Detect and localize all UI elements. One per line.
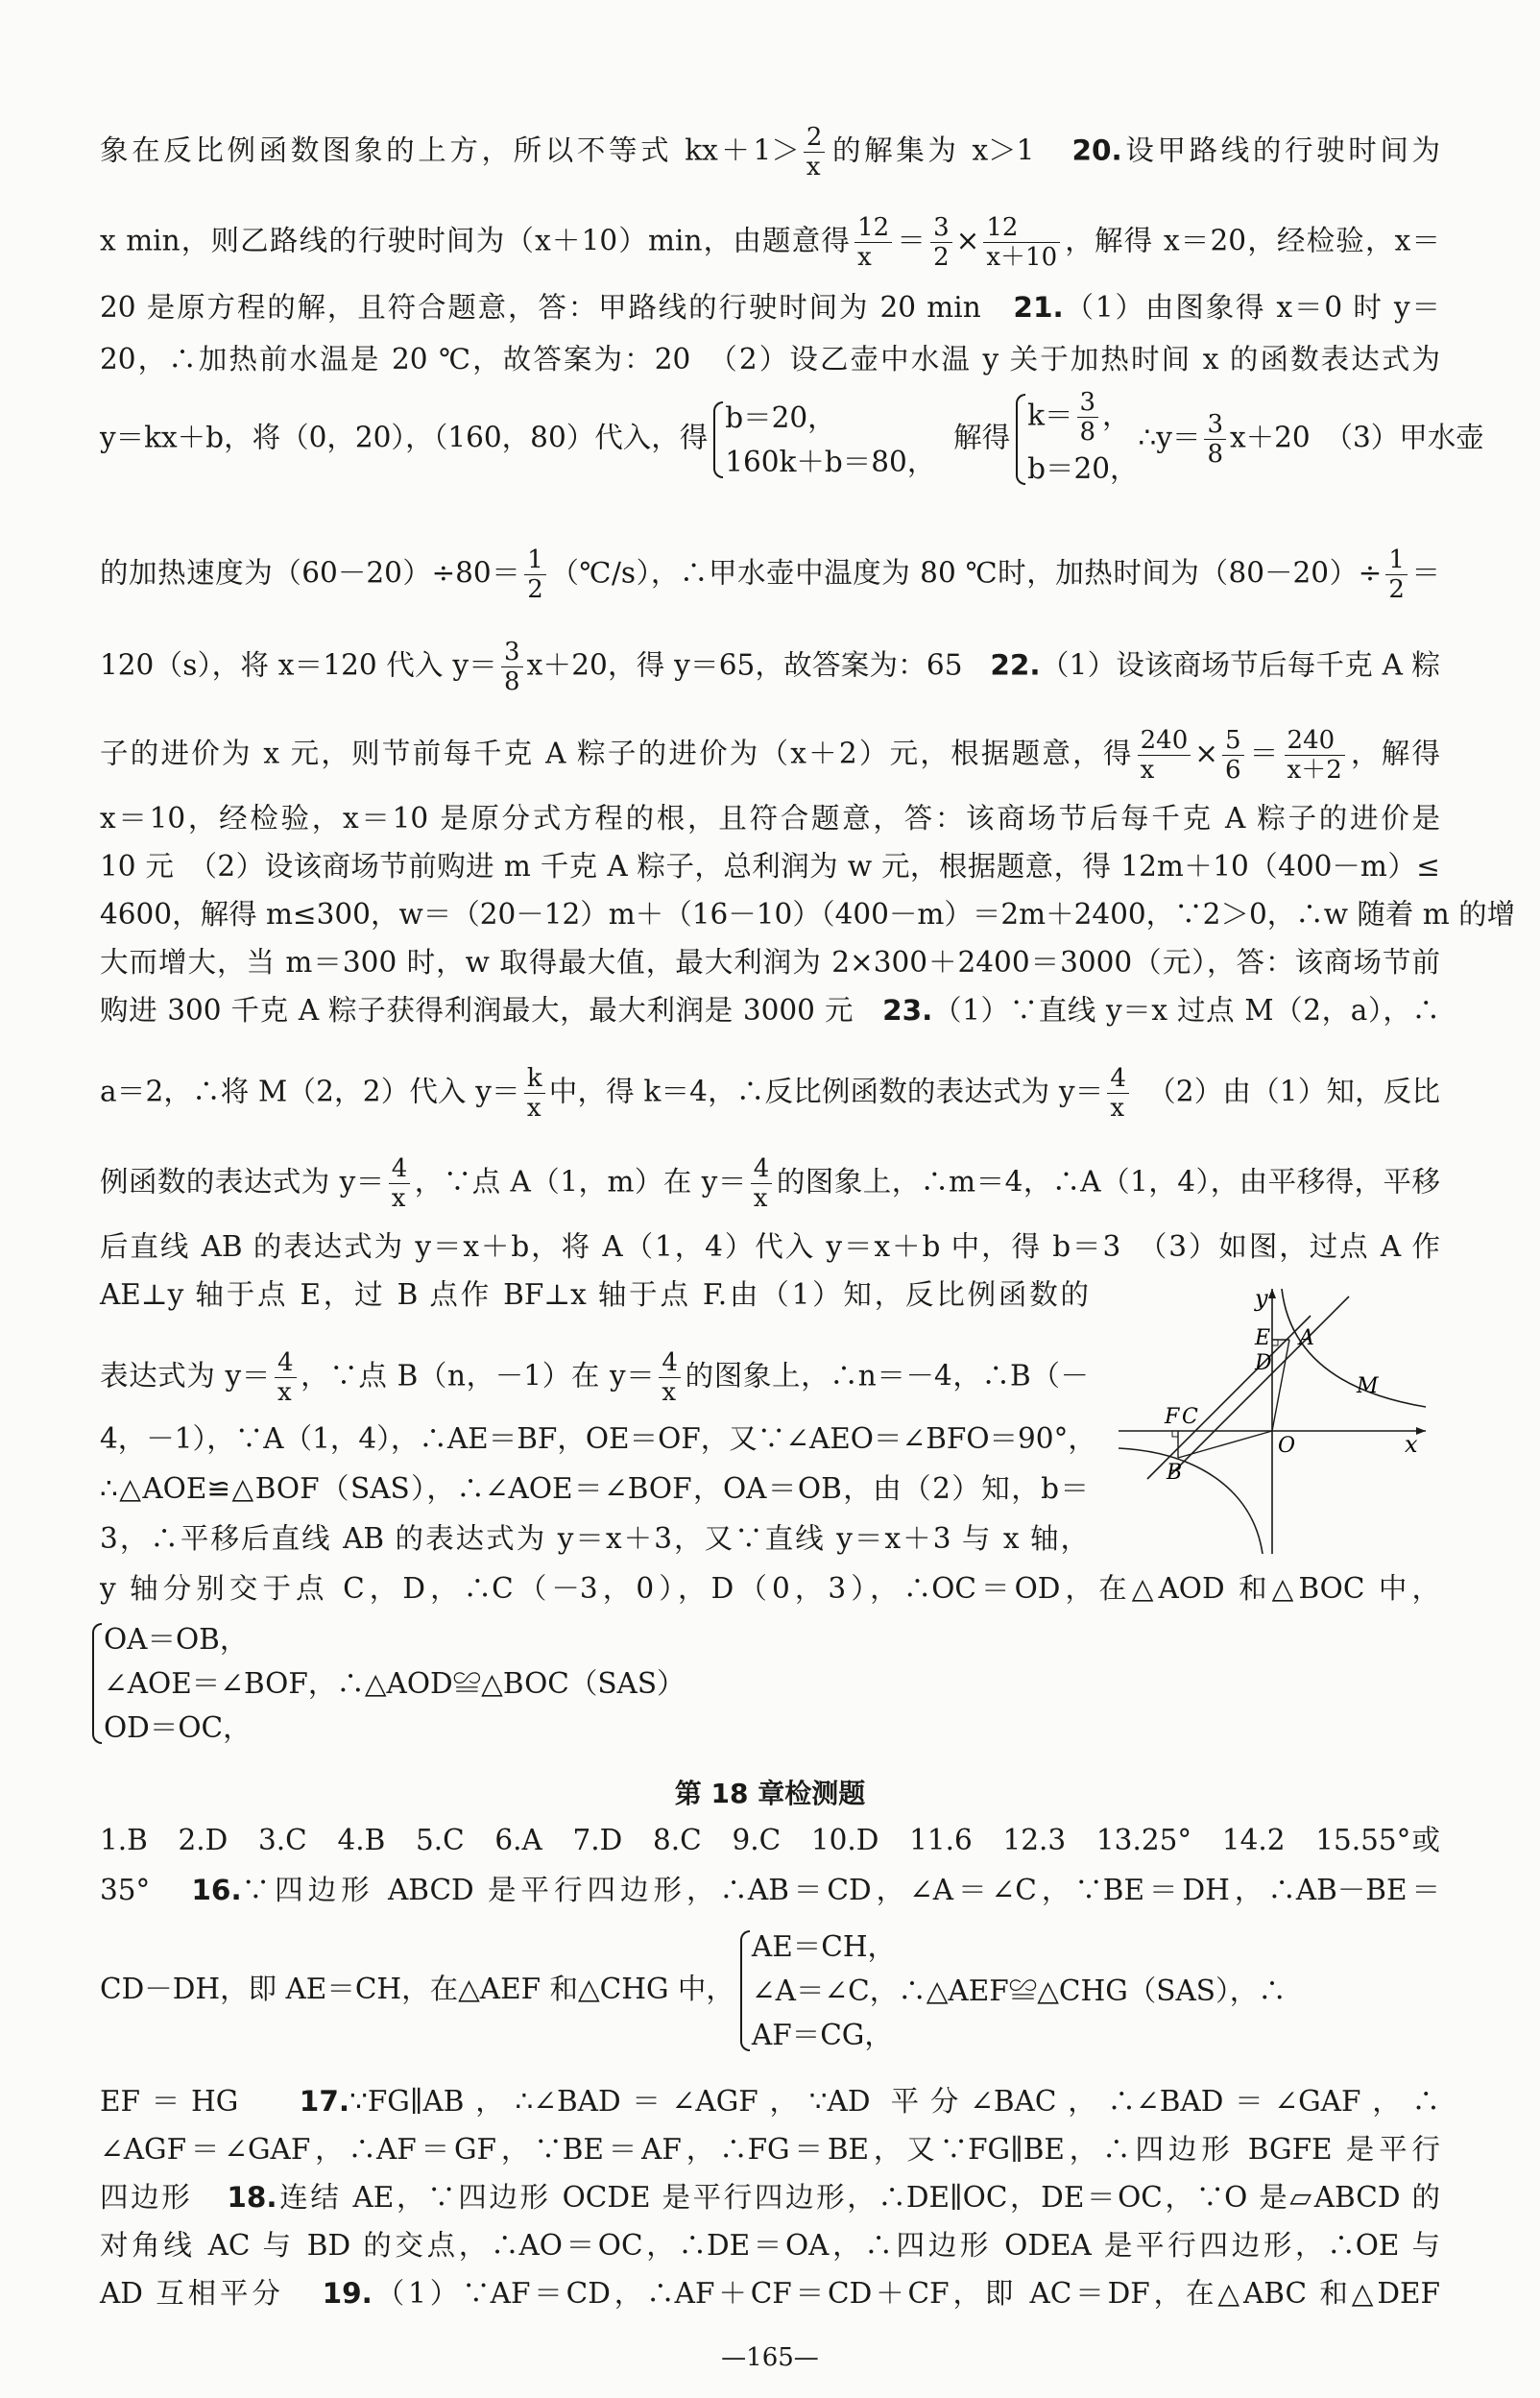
question-number: 18. [227, 2181, 277, 2214]
text-line-14: a＝2，∴将 M（2，2）代入 y＝ $\frac{k}{x}$ 中，得 k＝4，∴反比例函数的表达式为 y＝ $\frac{4}{x}$ （2）由（1）知，反比 [100, 1064, 1440, 1123]
text-line-18: 表达式为 y＝ $\frac{4}{x}$ ，∵点 B（n，－1）在 y＝ $\frac{4}{x}$ 的图象上，∴n＝－4，∴B（－ [100, 1348, 1089, 1407]
fraction: $\frac{5}{6}$ [1222, 726, 1244, 785]
label-m: M [1357, 1374, 1379, 1398]
text-line-10: 10 元 （2）设该商场节前购进 m 千克 A 粽子，总利润为 w 元，根据题意，得 12m＋10（400－m）≤ [100, 850, 1440, 883]
fraction: $\frac{4}{x}$ [659, 1348, 681, 1407]
y-axis-arrow [1268, 1289, 1276, 1298]
label-e: E [1255, 1326, 1271, 1350]
label-b: B [1167, 1461, 1183, 1485]
label-x: x [1405, 1431, 1418, 1458]
fraction: $\frac{2}{x}$ [804, 123, 826, 182]
question-number: 16. [191, 1874, 242, 1906]
equation-system: k＝ $\frac{3}{8}$ ， b＝20， [1010, 388, 1138, 491]
hyperbola-branch-2 [1119, 1448, 1263, 1554]
fraction: $\frac{12}{x+10}$ [983, 213, 1060, 272]
fraction: $\frac{3}{8}$ [1204, 410, 1226, 469]
equation-system: AE＝CH， ∠A＝∠C，∴△AEF≌△CHG（SAS），∴ AF＝CG， [734, 1925, 1287, 2057]
text-line-15: 例函数的表达式为 y＝ $\frac{4}{x}$ ，∵点 A（1，m）在 y＝ $\frac{4}{x}$ 的图象上，∴m＝4，∴A（1，4），由平移得，平移 [100, 1154, 1440, 1213]
fraction: $\frac{3}{8}$ [1077, 388, 1099, 447]
fraction: $\frac{k}{x}$ [524, 1064, 545, 1123]
answer-line-3: CD－DH，即 AE＝CH，在△AEF 和△CHG 中， AE＝CH， ∠A＝∠C，∴△AEF≌△CHG（SAS），∴ AF＝CG， [100, 1925, 1440, 2057]
fraction: $\frac{3}{8}$ [501, 638, 523, 696]
fraction: $\frac{4}{x}$ [1107, 1064, 1129, 1123]
text-line-22: y 轴分别交于点 C，D，∴C（－3，0），D（0，3），∴OC＝OD，在△AOD 和△BOC 中， [100, 1572, 1440, 1605]
question-number: 21. [1013, 291, 1064, 324]
text-line-20: ∴△AOE≌△BOF（SAS），∴∠AOE＝∠BOF，OA＝OB，由（2）知，b＝ [100, 1472, 1089, 1505]
label-y: y [1255, 1287, 1268, 1312]
fraction: $\frac{3}{2}$ [930, 213, 952, 272]
answer-line-1: 1.B 2.D 3.C 4.B 5.C 6.A 7.D 8.C 9.C 10.D 11.6 12.3 13.25° 14.2 15.55°或 [100, 1824, 1440, 1856]
text-line-8: 子的进价为 x 元，则节前每千克 A 粽子的进价为（x＋2）元，根据题意，得 $\frac{240}{x}$ × $\frac{5}{6}$ ＝ $\frac{240}{x+2}$ ，解得 [100, 726, 1440, 785]
fraction: $\frac{4}{x}$ [751, 1154, 773, 1213]
answer-line-5: ∠AGF＝∠GAF，∴AF＝GF，∵BE＝AF，∴FG＝BE，又∵FG∥BE，∴四边形 BGFE 是平行 [100, 2133, 1440, 2166]
text-line-7: 120（s），将 x＝120 代入 y＝ $\frac{3}{8}$ x＋20，得 y＝65，故答案为：65 22.（1）设该商场节后每千克 A 粽 [100, 638, 1441, 696]
section-title: 第 18 章检测题 [674, 1778, 866, 1809]
right-angle-mark [1172, 1431, 1178, 1437]
equation-system: b＝20， 160k＋b＝80， [708, 396, 935, 484]
question-number: 20. [1071, 133, 1122, 167]
fraction: $\frac{4}{x}$ [389, 1154, 411, 1213]
question-number: 19. [322, 2277, 373, 2310]
question-number: 23. [882, 994, 933, 1027]
text-line-2: x min，则乙路线的行驶时间为（x＋10）min，由题意得 $\frac{12}{x}$ ＝ $\frac{3}{2}$ × $\frac{12}{x+10}$ ，解得 x＝20，经检验，x＝ [100, 213, 1440, 272]
coordinate-figure [1119, 1287, 1435, 1556]
text-line-4: 20，∴加热前水温是 20 ℃，故答案为：20 （2）设乙壶中水温 y 关于加热时间 x 的函数表达式为 [100, 343, 1440, 375]
text-line-19: 4，－1），∵A（1，4），∴AE＝BF，OE＝OF，又∵∠AEO＝∠BFO＝90°， [100, 1422, 1096, 1455]
text-line-21: 3，∴平移后直线 AB 的表达式为 y＝x＋3，又∵直线 y＝x＋3 与 x 轴， [100, 1522, 1089, 1555]
page-number: —165— [721, 2343, 819, 2372]
fraction: $\frac{1}{2}$ [524, 545, 546, 604]
text-line-9: x＝10，经检验，x＝10 是原分式方程的根，且符合题意，答：该商场节后每千克 A 粽子的进价是 [100, 802, 1440, 835]
text-line-16: 后直线 AB 的表达式为 y＝x＋b，将 A（1，4）代入 y＝x＋b 中，得 b＝3 （3）如图，过点 A 作 [100, 1230, 1440, 1263]
text-line-23 [100, 1617, 1440, 1750]
right-angle-mark [1272, 1340, 1278, 1345]
text-line-6: 的加热速度为（60－20）÷80＝ $\frac{1}{2}$ （℃/s），∴甲水壶中温度为 80 ℃时，加热时间为（80－20）÷ $\frac{1}{2}$ ＝ [100, 545, 1440, 604]
text-line-13: 购进 300 千克 A 粽子获得利润最大，最大利润是 3000 元 23.（1）∵直线 y＝x 过点 M（2，a），∴ [100, 994, 1440, 1027]
fraction: $\frac{12}{x}$ [854, 213, 892, 272]
text-line-11: 4600，解得 m≤300，w＝（20－12）m＋（16－10）（400－m）＝2m＋2400，∵2＞0，∴w 随着 m 的增 [100, 898, 1516, 931]
text-line-1: 象在反比例函数图象的上方，所以不等式 kx＋1＞ $\frac{2}{x}$ 的解集为 x＞1 20.设甲路线的行驶时间为 [100, 123, 1440, 182]
answer-line-7: 对角线 AC 与 BD 的交点，∴AO＝OC，∴DE＝OA，∴四边形 ODEA 是平行四边形，∴OE 与 [100, 2229, 1440, 2262]
fraction: $\frac{4}{x}$ [275, 1348, 297, 1407]
label-c: C [1182, 1405, 1198, 1429]
equation-system: OA＝OB， ∠AOE＝∠BOF，∴△AOD≌△BOC（SAS） OD＝OC， [86, 1617, 686, 1750]
text-line-3: 20 是原方程的解，且符合题意，答：甲路线的行驶时间为 20 min 21.（1）由图象得 x＝0 时 y＝ [100, 291, 1440, 324]
text-line-5: y＝kx＋b，将（0，20），（160，80）代入，得 b＝20， 160k＋b＝80， 解得 k＝ $\frac{3}{8}$ ， b＝20， ∴y＝ $\frac{3}{8}$ x＋20 （3）甲水壶 [100, 388, 1440, 491]
line-y-equals-x [1171, 1296, 1349, 1474]
segment-oa [1272, 1340, 1289, 1431]
text-line-17: AE⊥y 轴于点 E，过 B 点作 BF⊥x 轴于点 F.由（1）知，反比例函数的 [100, 1278, 1089, 1311]
fraction: $\frac{240}{x+2}$ [1285, 726, 1345, 785]
answer-line-6: 四边形 18.连结 AE，∵四边形 OCDE 是平行四边形，∴DE∥OC，DE＝OC，∵O 是▱ABCD 的 [100, 2181, 1440, 2214]
answer-line-2: 35° 16.∵四边形 ABCD 是平行四边形，∴AB＝CD，∠A＝∠C，∵BE＝DH，∴AB－BE＝ [100, 1874, 1441, 1906]
label-o: O [1278, 1434, 1296, 1458]
answer-line-8: AD 互相平分 19.（1）∵AF＝CD，∴AF＋CF＝CD＋CF，即 AC＝DF，在△ABC 和△DEF [100, 2277, 1440, 2310]
label-a: A [1299, 1326, 1314, 1350]
question-number: 17. [299, 2085, 350, 2118]
fraction: $\frac{240}{x}$ [1138, 726, 1191, 785]
text-line-12: 大而增大，当 m＝300 时，w 取得最大值，最大利润为 2×300＋2400＝3000（元），答：该商场节前 [100, 946, 1440, 979]
answer-line-4: EF＝HG 17.∵FG∥AB，∴∠BAD＝∠AGF，∵AD 平分∠BAC，∴∠BAD＝∠GAF，∴ [100, 2085, 1440, 2118]
question-number: 22. [990, 648, 1041, 682]
label-f: F [1165, 1405, 1180, 1429]
label-d: D [1255, 1351, 1272, 1375]
fraction: $\frac{1}{2}$ [1385, 545, 1408, 604]
